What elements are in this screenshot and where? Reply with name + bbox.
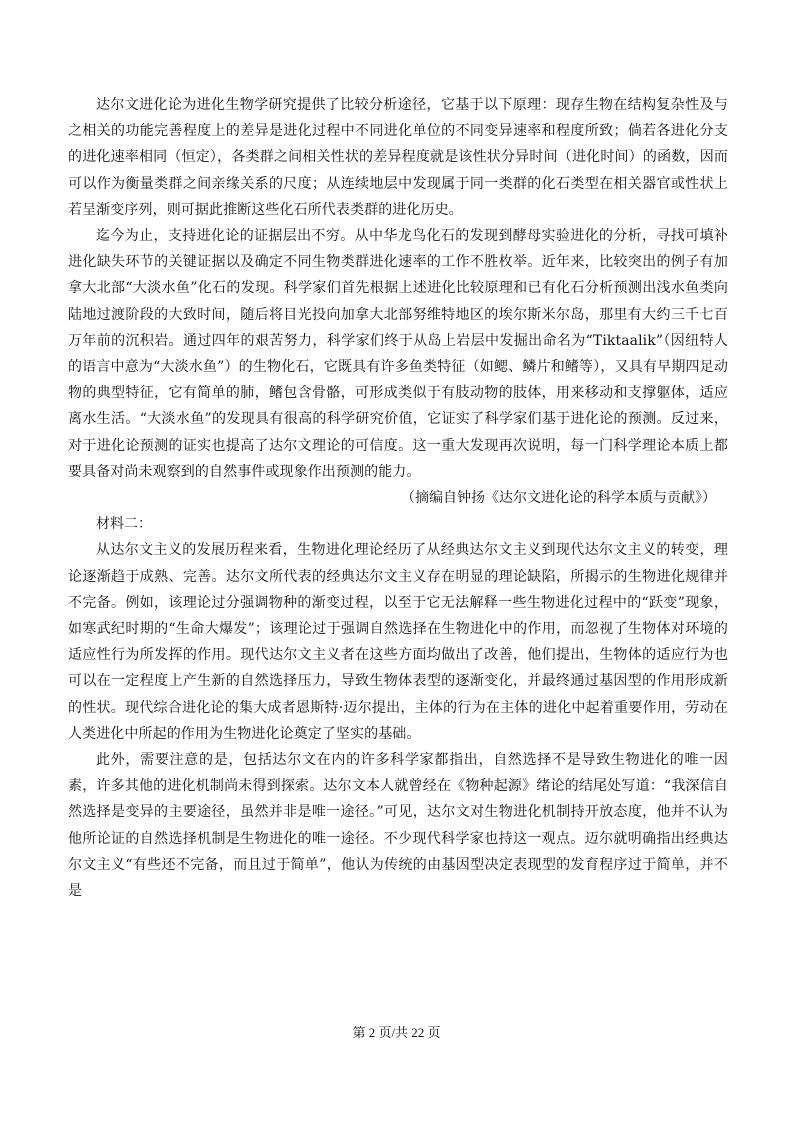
document-page — [68, 92, 728, 904]
material-one-paragraph-1: 达尔文进化论为进化生物学研究提供了比较分析途径，它基于以下原理：现存生物在结构复杂性及与之相关的功能完善程度上的差异是进化过程中不同进化单位的不同变异速率和程度所致；倘若各进化分支的进化速率相同（恒定），各类群之间相关性状的差异程度就是该性状分异时间（进化时间）的函数，因而可以作为衡量类群之间亲缘关系的尺度；从连续地层中发现属于同一类群的化石类型在相关器官或性状上若呈渐变序列，则可据此推断这些化石所代表类群的进化历史。 — [68, 97, 728, 218]
page-number-footer: 第 2 页/共 22 页 — [352, 1025, 441, 1040]
material-two-label: 材料二： — [96, 516, 152, 533]
material-one-source-citation: （摘编自钟扬《达尔文进化论的科学本质与贡献》） — [401, 490, 716, 507]
material-two-paragraph-2: 此外，需要注意的是，包括达尔文在内的许多科学家都指出，自然选择不是导致生物进化的唯一因素，许多其他的进化机制尚未得到探索。达尔文本人就曾经在《物种起源》绪论的结尾处写道：“我深信自然选择是变异的主要途径，虽然并非是唯一途径。”可见，达尔文对生物进化机制持开放态度，他并不认为他所论证的自然选择机制是生物进化的唯一途径。不少现代科学家也持这一观点。迈尔就明确指出经典达尔文主义“有些还不完备，而且过于简单”，他认为传统的由基因型决定表现型的发育程序过于简单，并不是 — [68, 752, 728, 900]
material-one-paragraph-2: 迄今为止，支持进化论的证据层出不穷。从中华龙鸟化石的发现到酵母实验进化的分析，寻找可填补进化缺失环节的关键证据以及确定不同生物类群进化速率的工作不胜枚举。近年来，比较突出的例子有加拿大北部“大淡水鱼”化石的发现。科学家们首先根据上述进化比较原理和已有化石分析预测出浅水鱼类向陆地过渡阶段的大致时间，随后将目光投向加拿大北部努维特地区的埃尔斯米尔岛，那里有大约三千七百万年前的沉积岩。通过四年的艰苦努力，科学家们终于从岛上岩层中发掘出命名为“Tiktaalik”（因纽特人的语言中意为“大淡水鱼”）的生物化石，它既具有许多鱼类特征（如鳃、鳞片和鳍等），又具有早期四足动物的典型特征，它有简单的肺，鳍包含骨骼，可形成类似于有肢动物的肢体，用来移动和支撑躯体，适应离水生活。“大淡水鱼”的发现具有很高的科学研究价值，它证实了科学家们基于进化论的预测。反过来，对于进化论预测的证实也提高了达尔文理论的可信度。这一重大发现再次说明，每一门科学理论本质上都要具备对尚未观察到的自然事件或现象作出预测的能力。 — [68, 228, 728, 480]
material-two-paragraph-1: 从达尔文主义的发展历程来看，生物进化理论经历了从经典达尔文主义到现代达尔文主义的转变，理论逐渐趋于成熟、完善。达尔文所代表的经典达尔文主义存在明显的理论缺陷，所揭示的生物进化规律并不完备。例如，该理论过分强调物种的渐变过程，以至于它无法解释一些生物进化过程中的“跃变”现象，如寒武纪时期的“生命大爆发”；该理论过于强调自然选择在生物进化中的作用，而忽视了生物体对环境的适应性行为所发挥的作用。现代达尔文主义者在这些方面均做出了改善，他们提出，生物体的适应行为也可以在一定程度上产生新的自然选择压力，导致生物体表型的逐渐变化，并最终通过基因型的作用形成新的性状。现代综合进化论的集大成者恩斯特·迈尔提出，主体的行为在主体的进化中起着重要作用，劳动在人类进化中所起的作用为生物进化论奠定了坚实的基础。 — [68, 542, 728, 742]
